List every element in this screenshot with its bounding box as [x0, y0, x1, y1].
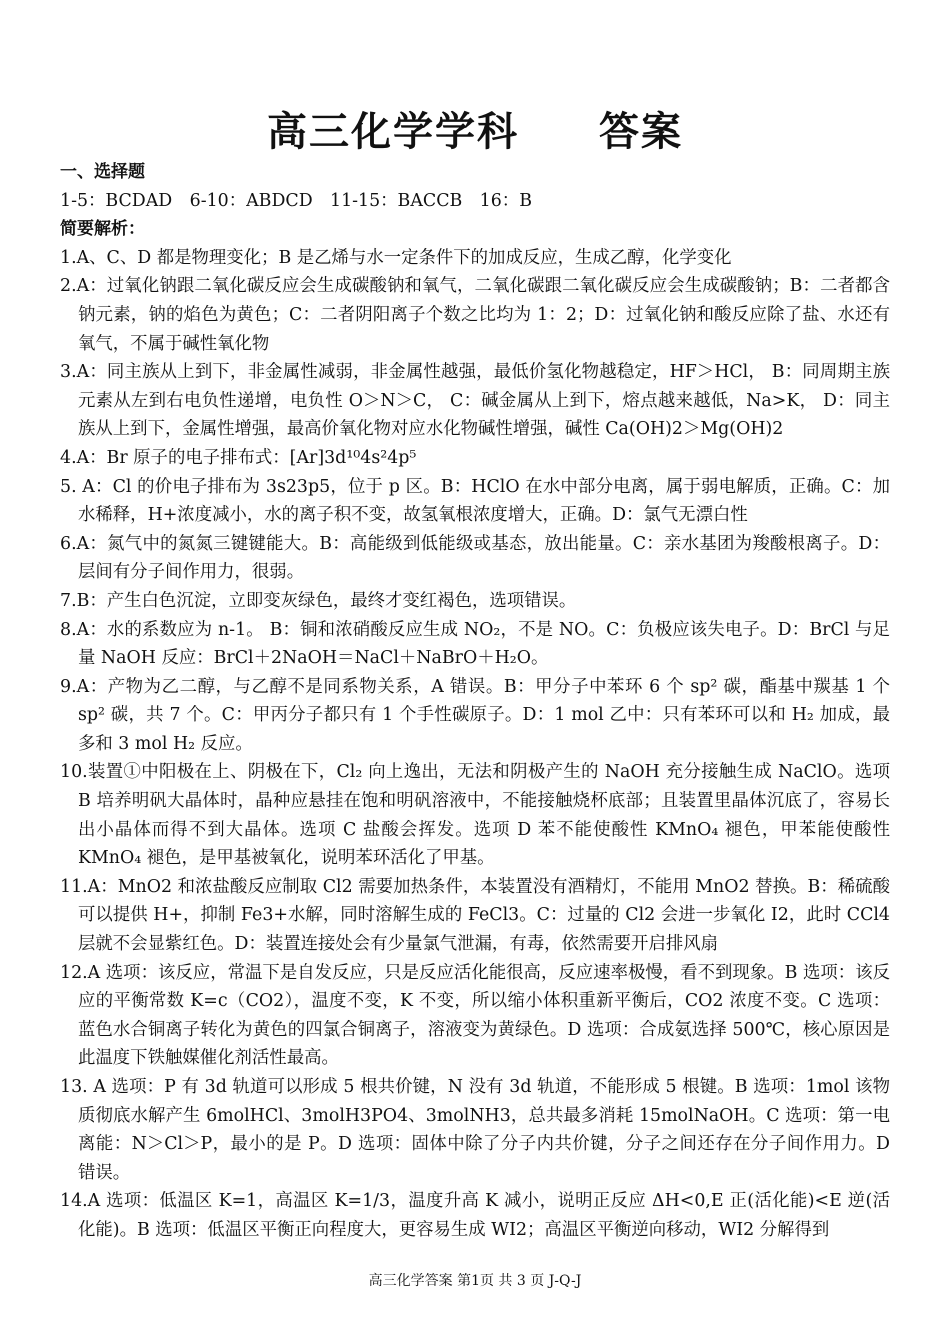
analysis-item-2: 2.A：过氧化钠跟二氧化碳反应会生成碳酸钠和氧气，二氧化碳跟二氧化碳反应会生成碳酸钠；B：二者都含钠元素，钠的焰色为黄色；C：二者阴阳离子个数之比均为 1：2；D：过氧化钠和酸反应除了盐、水还有氧气，不属于碱性氧化物 — [60, 276, 890, 354]
answer-key: 1-5：BCDAD 6-10：ABDCD 11-15：BACCB 16：B — [60, 190, 532, 211]
analysis-item-10: 10.装置①中阳极在上、阴极在下，Cl₂ 向上逸出，无法和阴极产生的 NaOH 充分接触生成 NaClO。选项 B 培养明矾大晶体时，晶种应悬挂在饱和明矾溶液中，不能接触烧杯底部；且装置里晶体沉底了，容易长出小晶体而得不到大晶体。选项 C 盐酸会挥发。选项 D 苯不能使酸性 KMnO₄ 褪色，甲苯能使酸性 KMnO₄ 褪色，是甲基被氧化，说明苯环活化了甲基。 — [60, 762, 890, 869]
analysis-item-14: 14.A 选项：低温区 K=1，高温区 K=1/3，温度升高 K 减小，说明正反应 ΔH<0,E 正(活化能)<E 逆(活化能)。B 选项：低温区平衡正向程度大，更容易生成 WI2；高温区平衡逆向移动，WI2 分解得到 — [60, 1191, 890, 1240]
analysis-heading: 简要解析： — [60, 219, 145, 240]
analysis-item-9: 9.A：产物为乙二醇，与乙醇不是同系物关系，A 错误。B：甲分子中苯环 6 个 sp² 碳，酯基中羰基 1 个 sp² 碳，共 7 个。C：甲丙分子都只有 1 个手性碳原子。D：1 mol 乙中：只有苯环可以和 H₂ 加成，最多和 3 mol H₂ 反应。 — [60, 676, 890, 754]
analysis-item-6: 6.A：氮气中的氮氮三键键能大。B：高能级到低能级或基态，放出能量。C：亲水基团为羧酸根离子。D：层间有分子间作用力，很弱。 — [60, 533, 890, 583]
title-answer: 答案 — [599, 109, 683, 155]
title-subject: 高三化学学科 — [267, 109, 519, 155]
analysis-item-8: 8.A：水的系数应为 n-1。 B：铜和浓硝酸反应生成 NO₂，不是 NO。C：负极应该失电子。D：BrCl 与足量 NaOH 反应：BrCl＋2NaOH＝NaCl＋NaBrO＋H₂O。 — [60, 619, 890, 669]
analysis-item-4: 4.A：Br 原子的电子排布式：[Ar]3d¹⁰4s²4p⁵ — [60, 447, 417, 468]
analysis-item-7: 7.B：产生白色沉淀，立即变灰绿色，最终才变红褐色，选项错误。 — [60, 590, 577, 611]
analysis-item-13: 13. A 选项：P 有 3d 轨道可以形成 5 根共价键，N 没有 3d 轨道，不能形成 5 根键。B 选项：1mol 该物质彻底水解产生 6molHCl、3molH3PO4、3molNH3，总共最多消耗 15molNaOH。C 选项：第一电离能：N＞Cl＞P，最小的是 P。D 选项：固体中除了分子内共价键，分子之间还存在分子间作用力。D 错误。 — [60, 1077, 890, 1183]
page-title — [0, 100, 950, 157]
analysis-item-12: 12.A 选项：该反应，常温下是自发反应，只是反应活化能很高，反应速率极慢，看不到现象。B 选项：该反应的平衡常数 K=c（CO2），温度不变，K 不变，所以缩小体积重新平衡后，CO2 浓度不变。C 选项：蓝色水合铜离子转化为黄色的四氯合铜离子，溶液变为黄绿色。D 选项：合成氨选择 500℃，核心原因是此温度下铁触媒催化剂活性最高。 — [60, 962, 890, 1069]
page-footer: 高三化学答案 第1页 共 3 页 J-Q-J — [368, 1273, 582, 1289]
section-heading: 一、选择题 — [60, 162, 145, 182]
analysis-item-3: 3.A：同主族从上到下，非金属性减弱，非金属性越强，最低价氢化物越稳定，HF＞HCl， B：同周期主族元素从左到右电负性递增，电负性 O＞N＞C， C：碱金属从上到下，熔点越来越低，Na>K， D：同主族从上到下，金属性增强，最高价氧化物对应水化物碱性增强，碱性 Ca(OH)2＞Mg(OH)2 — [60, 362, 890, 440]
answer-content — [60, 158, 890, 1245]
analysis-item-11: 11.A：MnO2 和浓盐酸反应制取 Cl2 需要加热条件，本装置没有酒精灯，不能用 MnO2 替换。B：稀硫酸可以提供 H+，抑制 Fe3+水解，同时溶解生成的 FeCl3。C：过量的 Cl2 会进一步氧化 I2，此时 CCl4 层就不会显紫红色。D：装置连接处会有少量氯气泄漏，有毒，依然需要开启排风扇 — [60, 876, 890, 955]
analysis-item-5: 5. A：Cl 的价电子排布为 3s23p5，位于 p 区。B：HClO 在水中部分电离，属于弱电解质，正确。C：加水稀释，H+浓度减小，水的离子积不变，故氢氧根浓度增大，正确。D：氯气无漂白性 — [60, 476, 890, 526]
analysis-item-1: 1.A、C、D 都是物理变化；B 是乙烯与水一定条件下的加成反应，生成乙醇，化学变化 — [60, 247, 732, 268]
